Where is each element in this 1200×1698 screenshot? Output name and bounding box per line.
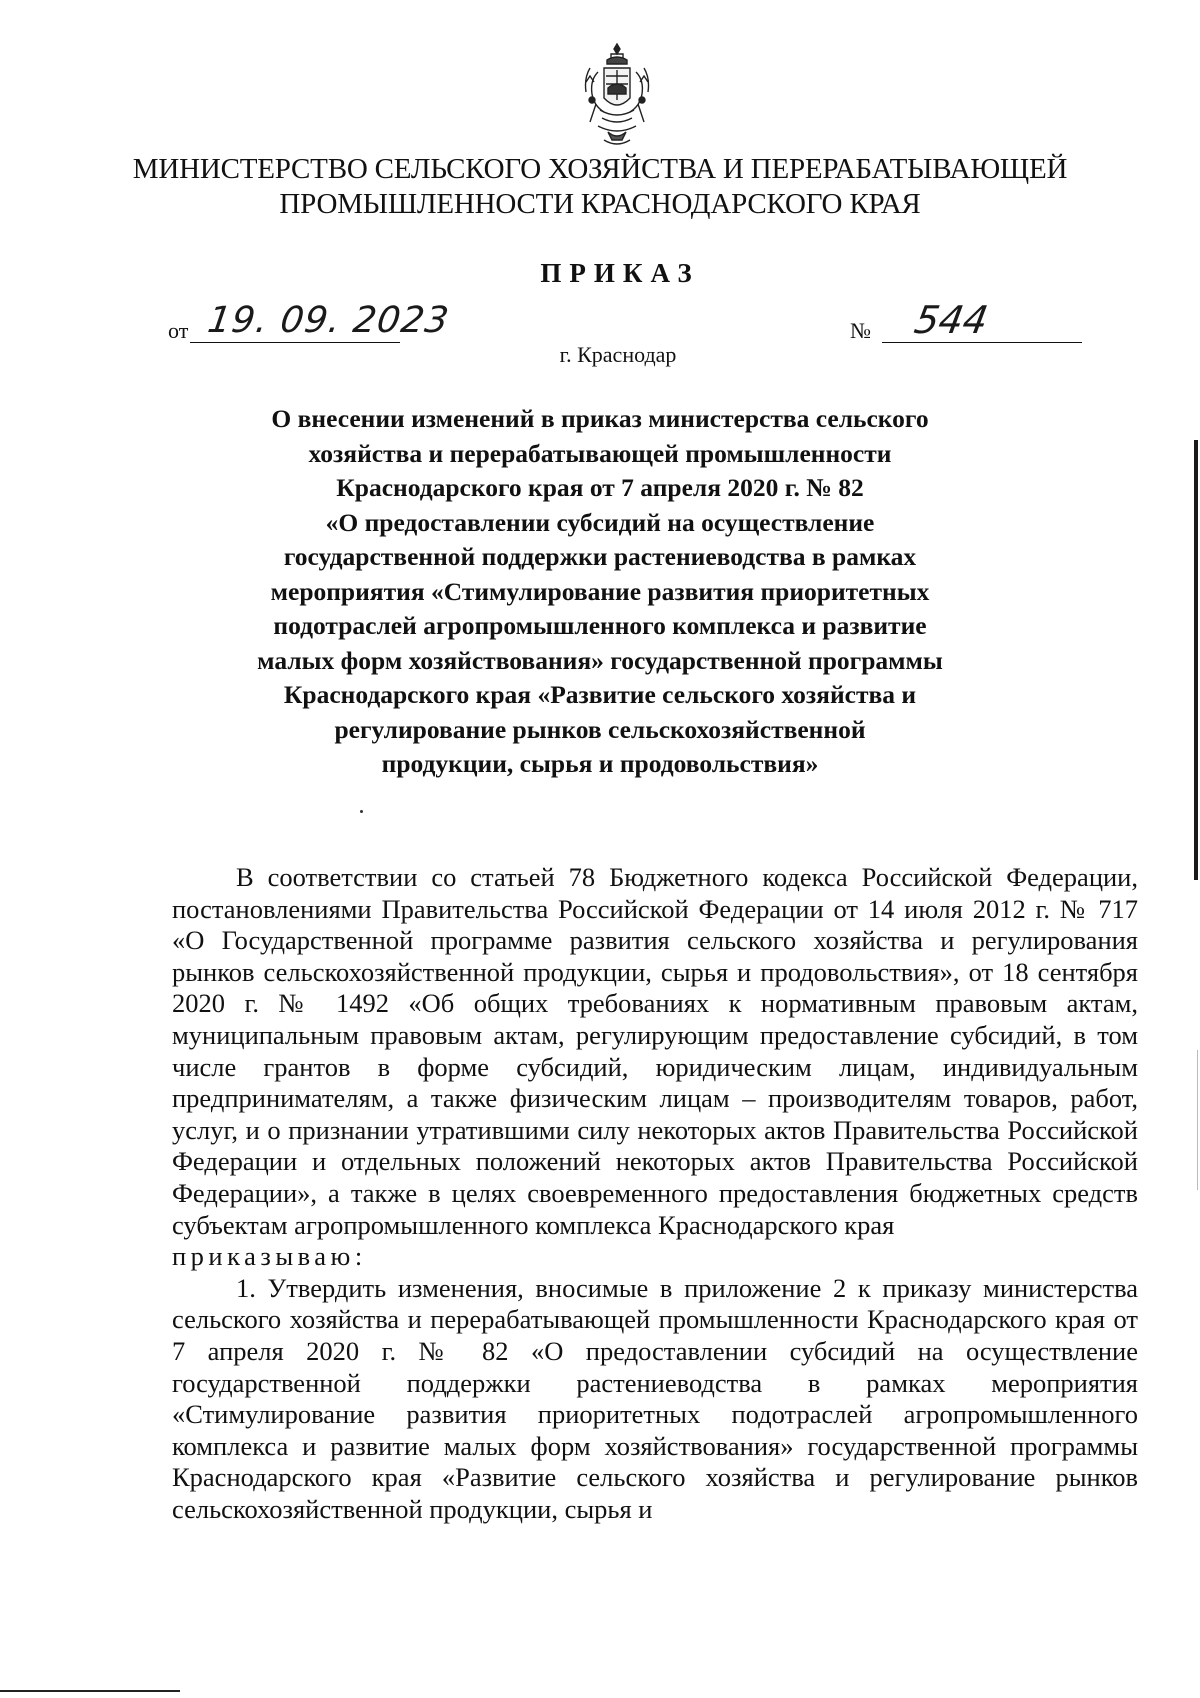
subject-line: продукции, сырья и продовольствия» <box>381 749 819 778</box>
scan-margin-tick <box>1197 1050 1198 1190</box>
subject-line: Краснодарского края от 7 апреля 2020 г. № 82 <box>336 473 864 502</box>
preamble-text: В соответствии со статьей 78 Бюджетного кодекса Российской Федерации, постановлениями Правительства Российской Федерации от 14 июля 2012 г. № 717 «О Государственной программе развития сельского хозяйства и регулирования рынков сельскохозяйственной продукции, сырья и продовольствия», от 18 сентября 2020 г. № 1492 «Об общих требованиях к нормативным правовым актам, муниципальным правовым актам, регулирующим предоставление субсидий, в том числе грантов в форме субсидий, юридическим лицам, индивидуальным предпринимателям, а также физическим лицам – производителям товаров, работ, услуг, и о признании утратившими силу некоторых актов Правительства Российской Федерации и отдельных положений некоторых актов Правительства Российской Федерации», а также в целях своевременного предоставления бюджетных средств субъектам агропромышленного комплекса Краснодарского края <box>172 862 1138 1240</box>
order-word: приказываю: <box>172 1241 367 1272</box>
preamble-paragraph <box>172 862 1138 1241</box>
city: г. Краснодар <box>559 342 677 367</box>
subject-line: подотраслей агропромышленного комплекса и развитие <box>273 611 927 640</box>
handwritten-date: 19. 09. 2023 <box>205 300 452 341</box>
subject-line: государственной поддержки растениеводства в рамках <box>283 542 917 571</box>
ministry-name <box>130 152 1070 222</box>
footer-rule <box>0 1690 180 1692</box>
number-label: № <box>850 318 871 343</box>
subject-line: хозяйства и перерабатывающей промышленности <box>308 438 892 468</box>
clause-1-text: 1. Утвердить изменения, вносимые в приложение 2 к приказу министерства сельского хозяйства и перерабатывающей промышленности Краснодарского края от 7 апреля 2020 г. № 82 «О предоставлении субсидий на осуществление государственной поддержки растениеводства в рамках мероприятия «Стимулирование развития приоритетных подотраслей агропромышленного комплекса и развитие малых форм хозяйствования» государственной программы Краснодарского края «Развитие сельского хозяйства и регулирование рынков сельскохозяйственной продукции, сырья и <box>172 1272 1138 1524</box>
subject-line: «О предоставлении субсидий на осуществление <box>325 507 875 537</box>
clause-1-paragraph <box>172 1273 1138 1526</box>
subject-line: мероприятия «Стимулирование развития приоритетных <box>270 576 930 606</box>
order-subject <box>200 402 1000 782</box>
subject-line: малых форм хозяйствования» государственной программы <box>257 645 943 675</box>
subject-line: О внесении изменений в приказ министерства сельского <box>271 404 929 433</box>
coat-of-arms-icon <box>578 42 656 152</box>
order-body <box>172 862 1138 1525</box>
scan-speck <box>360 810 363 813</box>
subject-line: Краснодарского края «Развитие сельского хозяйства и <box>283 680 917 709</box>
handwritten-number: 544 <box>911 298 992 342</box>
order-word-paragraph <box>172 1241 1138 1273</box>
ministry-name-line2: ПРОМЫШЛЕННОСТИ КРАСНОДАРСКОГО КРАЯ <box>279 188 921 220</box>
scan-margin-bar <box>1194 440 1198 880</box>
subject-line: регулирование рынков сельскохозяйственной <box>334 714 866 744</box>
ministry-name-line1: МИНИСТЕРСТВО СЕЛЬСКОГО ХОЗЯЙСТВА И ПЕРЕРАБАТЫВАЮЩЕЙ <box>132 153 1068 185</box>
date-label: от <box>168 318 189 343</box>
order-title: ПРИКАЗ <box>540 258 700 288</box>
